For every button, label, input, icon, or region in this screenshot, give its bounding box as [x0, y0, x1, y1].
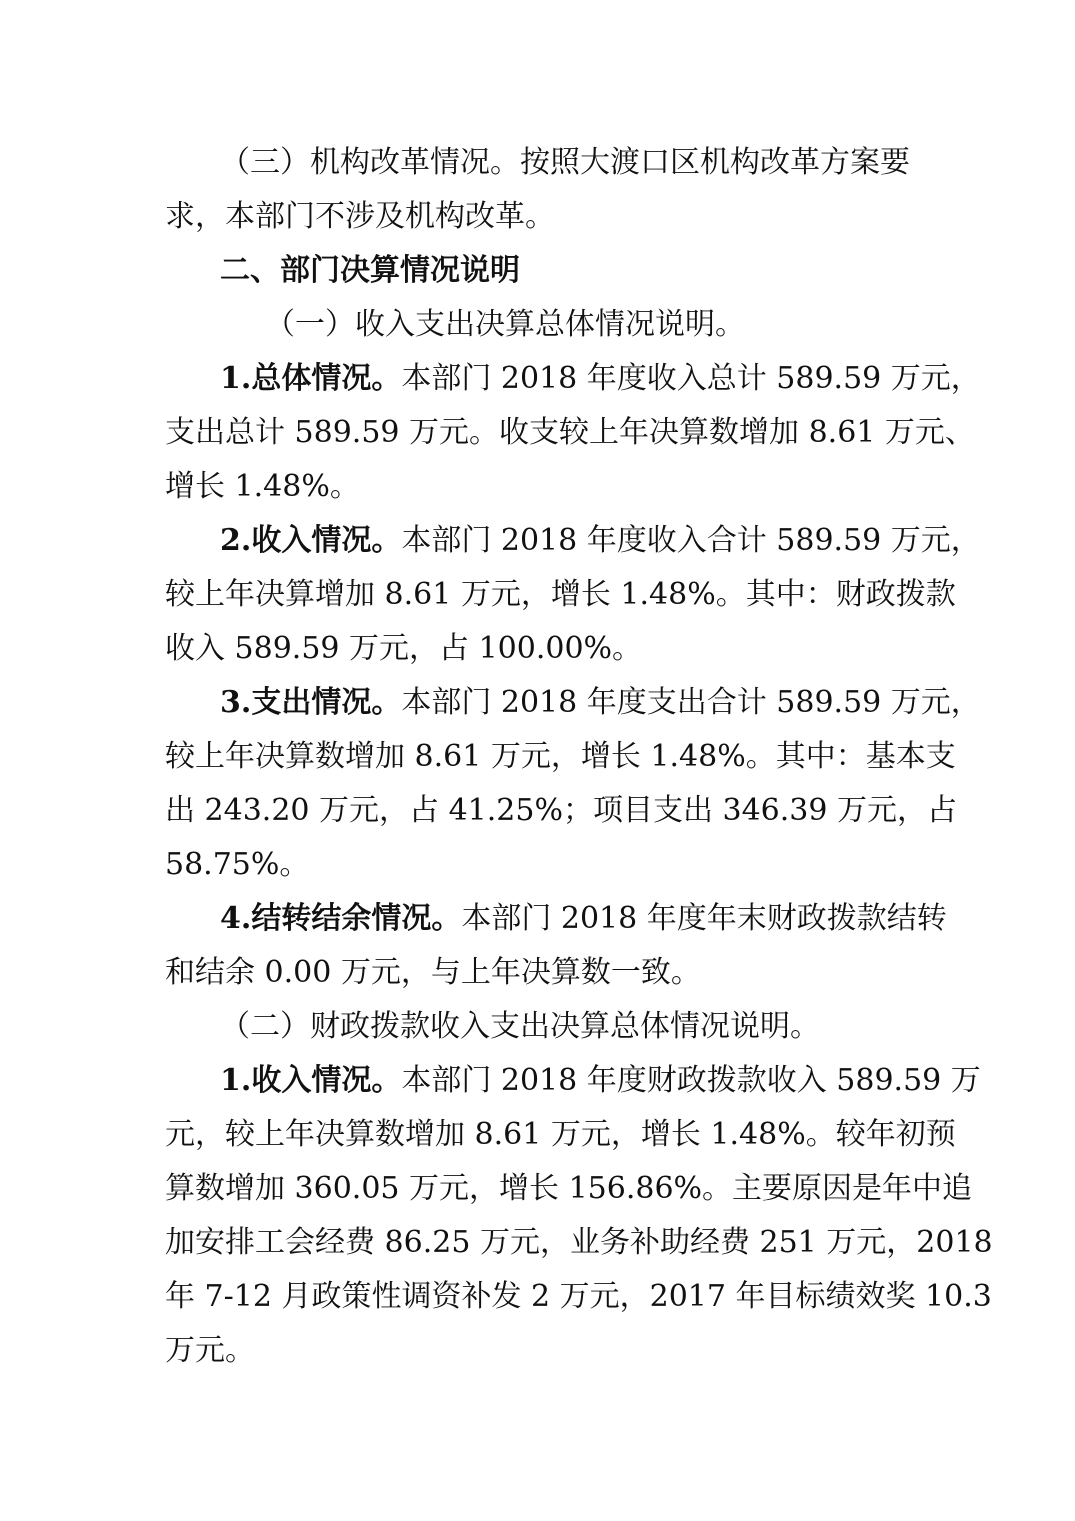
p3-line-1-text: 本部门 2018 年度支出合计 589.59 万元，: [401, 685, 981, 720]
p3-line-3: 出 243.20 万元，占 41.25%；项目支出 346.39 万元，占: [165, 793, 958, 828]
p2-line-1: [220, 521, 981, 561]
section-3-line-2: 求，本部门不涉及机构改革。: [165, 199, 555, 234]
p5-line-4: 加安排工会经费 86.25 万元，业务补助经费 251 万元，2018: [165, 1225, 993, 1260]
p4-line-1: [220, 899, 947, 939]
p4-label: 4.结转结余情况。: [220, 901, 462, 936]
p1-line-1: [220, 359, 981, 399]
p4-line-2: 和结余 0.00 万元，与上年决算数一致。: [165, 955, 701, 990]
p5-line-3: 算数增加 360.05 万元，增长 156.86%。主要原因是年中追: [165, 1171, 973, 1206]
p1-label: 1.总体情况。: [220, 361, 402, 396]
p2-line-2: 较上年决算增加 8.61 万元，增长 1.48%。其中：财政拨款: [165, 577, 956, 612]
subheading-1: （一）收入支出决算总体情况说明。: [265, 307, 745, 342]
p3-line-2: 较上年决算数增加 8.61 万元，增长 1.48%。其中：基本支: [165, 739, 956, 774]
heading-2: 二、部门决算情况说明: [220, 253, 520, 288]
p5-line-5: 年 7-12 月政策性调资补发 2 万元，2017 年目标绩效奖 10.3: [165, 1279, 992, 1314]
subheading-2: （二）财政拨款收入支出决算总体情况说明。: [220, 1009, 820, 1044]
p1-line-3: 增长 1.48%。: [165, 469, 360, 504]
p2-line-3: 收入 589.59 万元，占 100.00%。: [165, 631, 643, 666]
p3-line-1: [220, 683, 981, 723]
p3-line-4: 58.75%。: [165, 847, 310, 882]
p5-line-6: 万元。: [165, 1333, 255, 1368]
p5-line-1-text: 本部门 2018 年度财政拨款收入 589.59 万: [401, 1063, 981, 1098]
p5-line-2: 元，较上年决算数增加 8.61 万元，增长 1.48%。较年初预: [165, 1117, 956, 1152]
p2-line-1-text: 本部门 2018 年度收入合计 589.59 万元，: [401, 523, 981, 558]
p1-line-1-text: 本部门 2018 年度收入总计 589.59 万元，: [401, 361, 981, 396]
p3-label: 3.支出情况。: [220, 685, 402, 720]
p1-line-2: 支出总计 589.59 万元。收支较上年决算数增加 8.61 万元、: [165, 415, 975, 450]
section-3-line-1: （三）机构改革情况。按照大渡口区机构改革方案要: [220, 145, 910, 180]
p5-line-1: [220, 1061, 981, 1101]
p4-line-1-text: 本部门 2018 年度年末财政拨款结转: [461, 901, 947, 936]
p5-label: 1.收入情况。: [220, 1063, 402, 1098]
p2-label: 2.收入情况。: [220, 523, 402, 558]
